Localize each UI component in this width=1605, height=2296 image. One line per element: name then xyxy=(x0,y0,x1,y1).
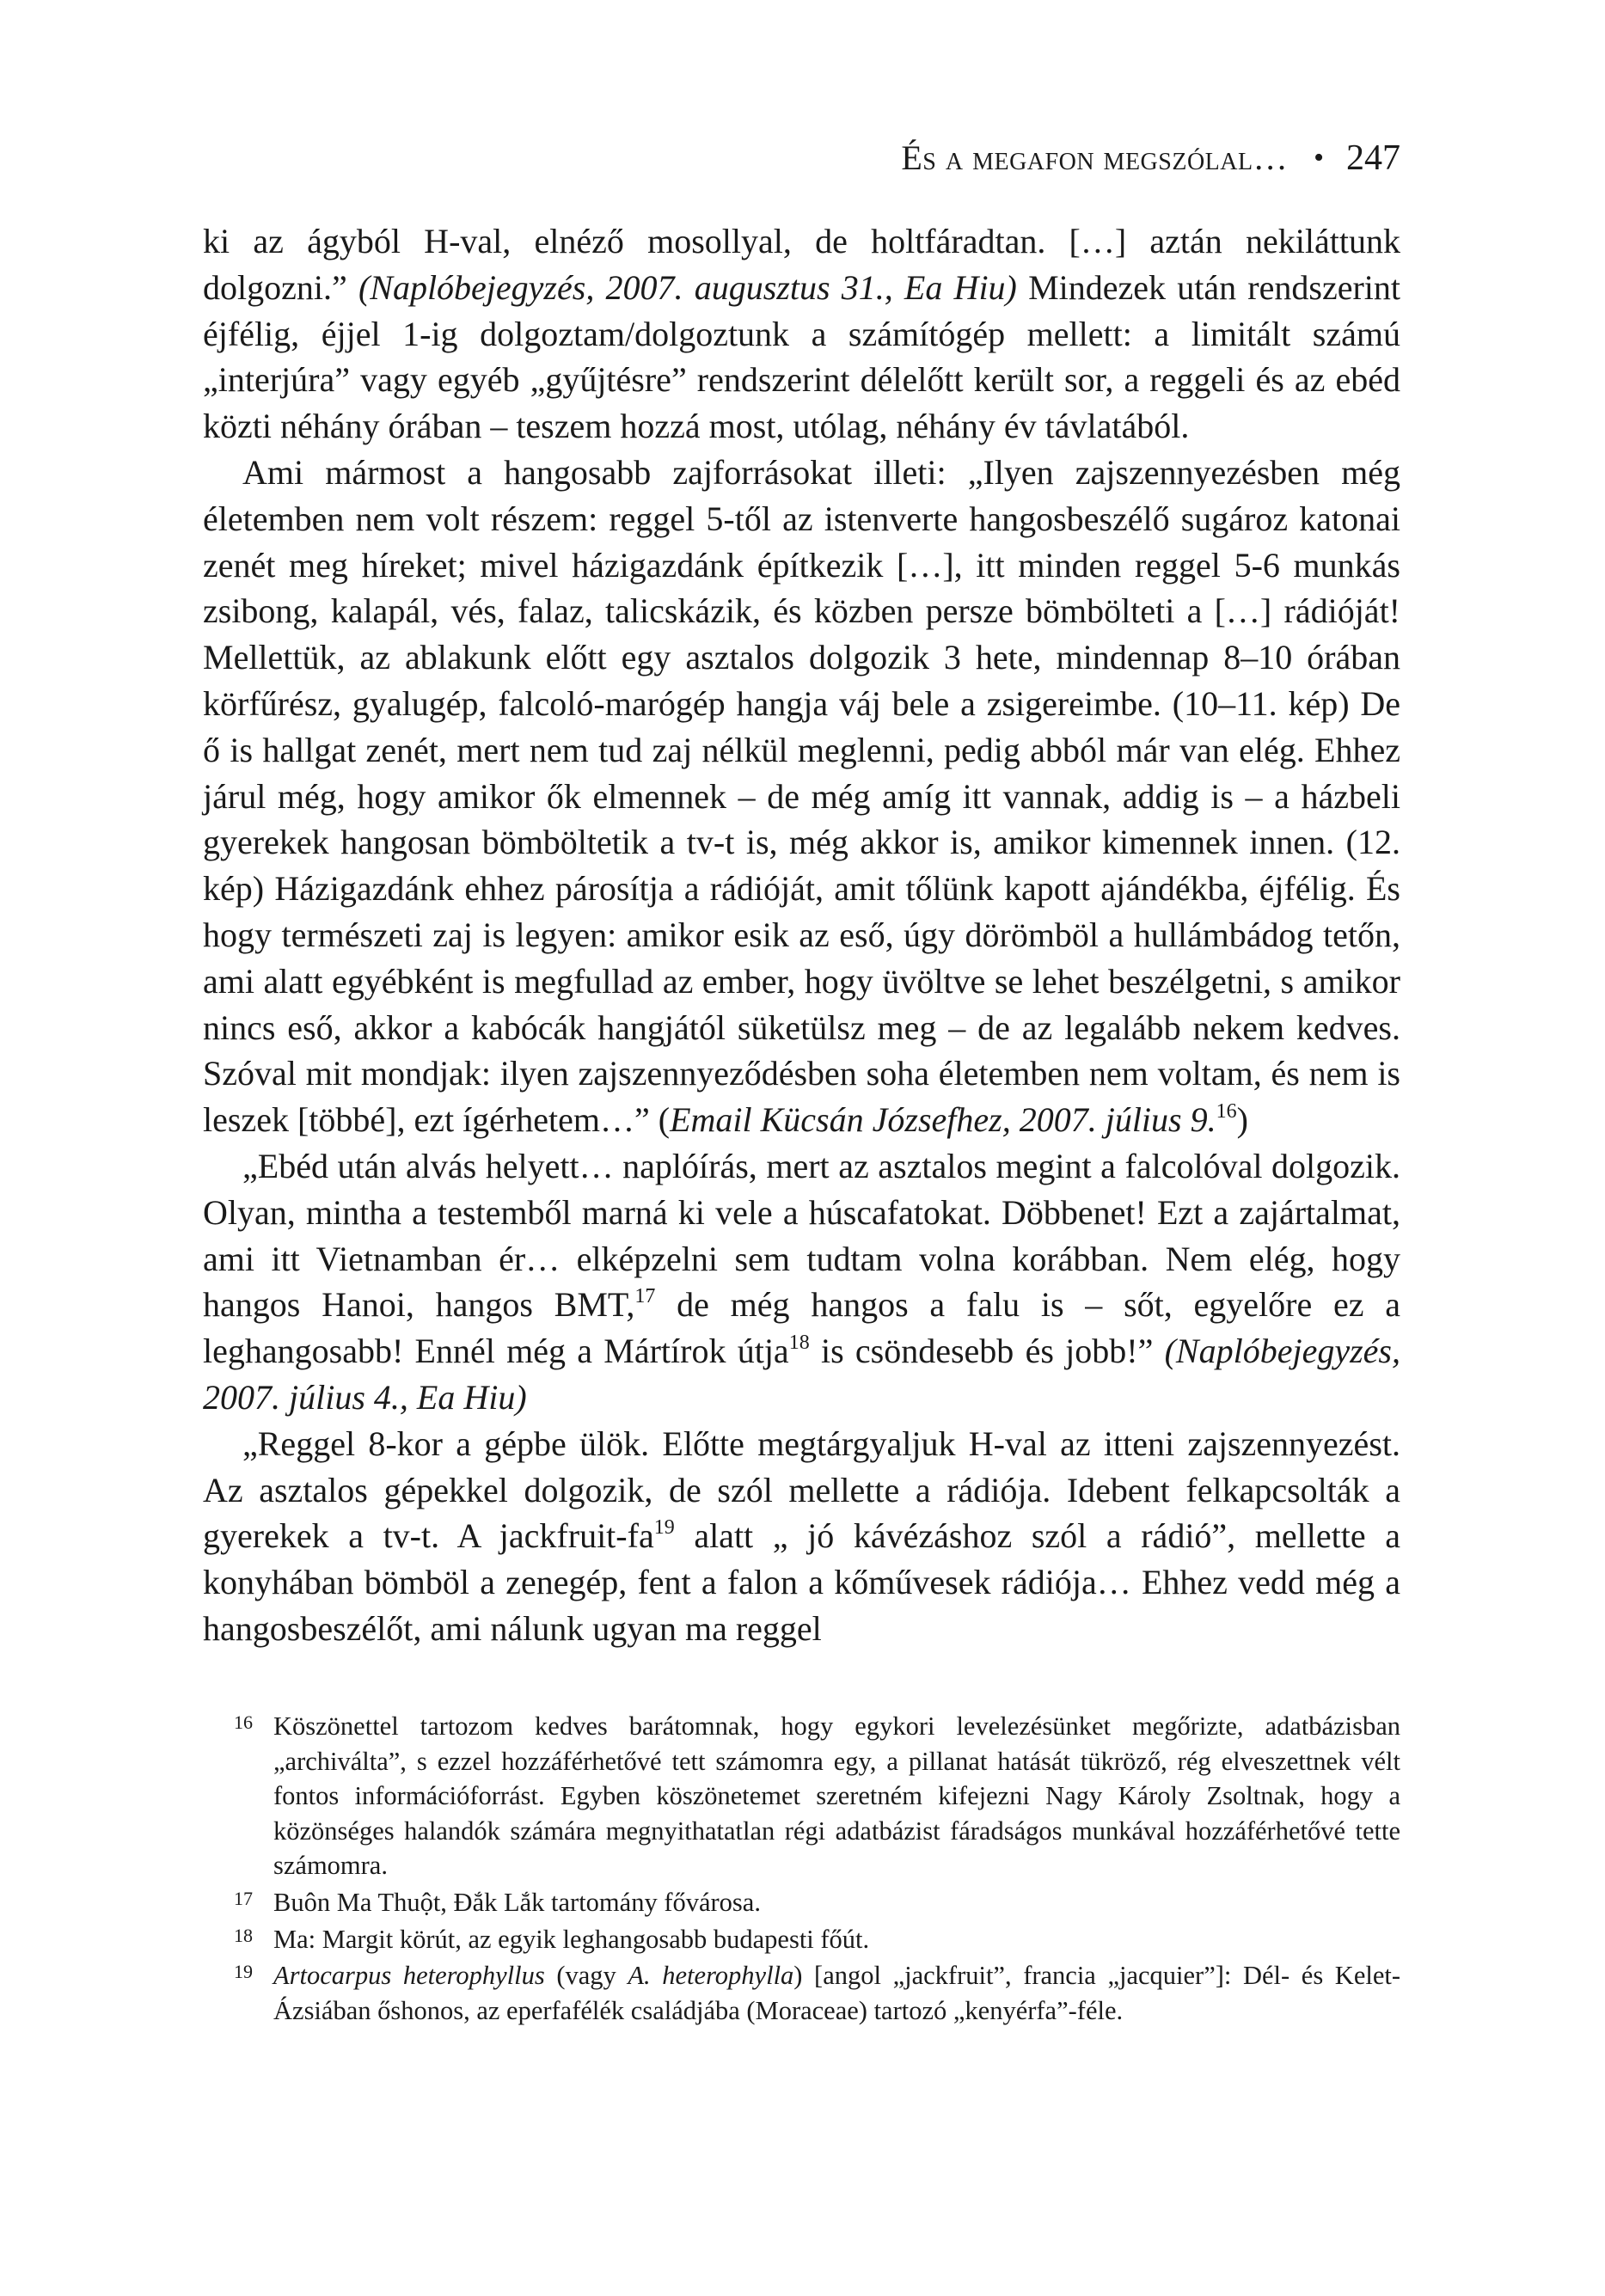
text-run: „Reggel 8-kor a gépbe ülök. Előtte megtárgyaljuk H-val az itteni zajszennyezést. Az asztalos gépekkel dolgozik, de szól mellette a rádiója. Idebent felkapcsolták a gyerekek a tv-t. A jackfruit-fa xyxy=(203,1424,1400,1556)
page-number: 247 xyxy=(1346,138,1400,178)
citation: Email Kücsán Józsefhez, 2007. július 9. xyxy=(670,1100,1216,1140)
bullet-separator: • xyxy=(1314,142,1324,174)
footnote-ref-16[interactable]: 16 xyxy=(1216,1100,1237,1124)
text-run: „Ebéd után alvás helyett… naplóírás, mert az asztalos megint a falcolóval dolgozik. Olyan, mintha a testemből marná ki vele a húscafatokat. Döbbenet! Ezt a zajártalmat, ami itt Vietnamban ér… elképzelni sem tudtam volna korábban. Nem elég, hogy hangos Hanoi, hangos BMT, xyxy=(203,1146,1400,1325)
footnote-number: 18 xyxy=(234,1924,253,1946)
text-run: alatt „ jó kávézáshoz szól a rádió”, mellette a konyhában bömböl a zenegép, fent a falon a kőművesek rádiója… Ehhez vedd még a hangosbeszélőt, ami nálunk ugyan ma reggel xyxy=(203,1516,1400,1648)
footnote-17 xyxy=(203,1885,1400,1920)
paragraph-1 xyxy=(203,218,1400,450)
footnote-number: 17 xyxy=(234,1887,253,1909)
species-name: Artocarpus heterophyllus xyxy=(273,1961,545,1991)
footnote-text: (vagy xyxy=(544,1961,628,1991)
footnote-number: 19 xyxy=(234,1961,253,1983)
paragraph-4 xyxy=(203,1421,1400,1652)
species-name-alt: A. heterophylla xyxy=(628,1961,794,1991)
footnote-text: Buôn Ma Thuột, Đắk Lắk tartomány fővárosa. xyxy=(273,1887,761,1917)
paragraph-3 xyxy=(203,1143,1400,1421)
footnote-ref-17[interactable]: 17 xyxy=(634,1285,656,1308)
main-text xyxy=(203,218,1400,1652)
text-run: de még hangos a falu is – sőt, egyelőre ez a leghangosabb! Ennél még a Mártírok útja xyxy=(203,1285,1401,1371)
footnote-text: ) [angol „jackfruit”, francia „jacquier”]: Dél- és Kelet-Ázsiában őshonos, az eperfafélék családjába (Moraceae) tartozó „kenyérfa”-féle. xyxy=(273,1961,1400,2025)
running-title: És a megafon megszólal… xyxy=(901,138,1289,177)
footnote-ref-18[interactable]: 18 xyxy=(788,1332,810,1355)
paragraph-2 xyxy=(203,450,1400,1143)
footnote-ref-19[interactable]: 19 xyxy=(653,1516,675,1540)
footnote-16 xyxy=(203,1709,1400,1883)
text-run: Mindezek után rendszerint éjfélig, éjjel 1-ig dolgoztam/dolgoztunk a számítógép mellett: a limitált számú „interjúra” vagy egyéb „gyűjtésre” rendszerint délelőtt került sor, a reggeli és az ebéd közti néhány órában – teszem hozzá most, utólag, néhány év távlatából. xyxy=(203,267,1400,446)
text-run: is csöndesebb és jobb!” xyxy=(809,1332,1165,1371)
text-run: ) xyxy=(1236,1100,1248,1140)
citation: (Naplóbejegyzés, 2007. július 4., Ea Hiu) xyxy=(203,1332,1400,1417)
running-header xyxy=(901,138,1400,181)
text-run: Ami mármost a hangosabb zajforrásokat illeti: „Ilyen zajszennyezésben még életemben nem volt részem: reggel 5-től az istenverte hangosbeszélő sugároz katonai zenét meg híreket; mivel házigazdánk építkezik […], itt minden reggel 5-6 munkás zsibong, kalapál, vés, falaz, talicskázik, és közben persze bömbölteti a […] rádióját! Mellettük, az ablakunk előtt egy asztalos dolgozik 3 hete, mindennap 8–10 órában körfűrész, gyalugép, falcoló-marógép hangja váj bele a zsigereimbe. (10–11. kép) De ő is hallgat zenét, mert nem tud zaj nélkül meglenni, pedig abból már van elég. Ehhez járul még, hogy amikor ők elmennek – de még amíg itt vannak, addig is – a házbeli gyerekek hangosan bömböltetik a tv-t is, még akkor is, amikor kimennek innen. (12. kép) Házigazdánk ehhez párosítja a rádióját, amit tőlünk kapott ajándékba, éjfélig. És hogy természeti zaj is legyen: amikor esik az eső, úgy dörömböl a hullámbádog tetőn, ami alatt egyébként is megfullad az ember, hogy üvöltve se lehet beszélgetni, s amikor nincs eső, akkor a kabócák hangjától süketülsz meg – de az legalább nekem kedves. Szóval mit mondjak: ilyen zajszennyeződésben soha életemben nem voltam, és nem is leszek [többé], ezt ígérhetem…” ( xyxy=(203,452,1400,1140)
footnote-18 xyxy=(203,1922,1400,1957)
footnote-19 xyxy=(203,1958,1400,2028)
footnote-text: Köszönettel tartozom kedves barátomnak, hogy egykori levelezésünket megőrizte, adatbázisban „archiválta”, s ezzel hozzáférhetővé tett számomra egy, a pillanat hatását tükröző, rég elveszettnek vélt fontos információforrást. Egyben köszönetemet szeretném kifejezni Nagy Károly Zsoltnak, hogy a közönséges halandók számára megnyithatatlan régi adatbázist fáradságos munkával hozzáférhetővé tette számomra. xyxy=(273,1711,1400,1881)
footnote-text: Ma: Margit körút, az egyik leghangosabb budapesti főút. xyxy=(273,1924,870,1954)
text-run: ki az ágyból H-val, elnéző mosollyal, de holtfáradtan. […] aztán nekiláttunk dolgozni.” xyxy=(203,222,1400,307)
footnote-number: 16 xyxy=(234,1711,253,1733)
footnotes xyxy=(203,1709,1400,2030)
citation: (Naplóbejegyzés, 2007. augusztus 31., Ea Hiu) xyxy=(358,267,1017,307)
